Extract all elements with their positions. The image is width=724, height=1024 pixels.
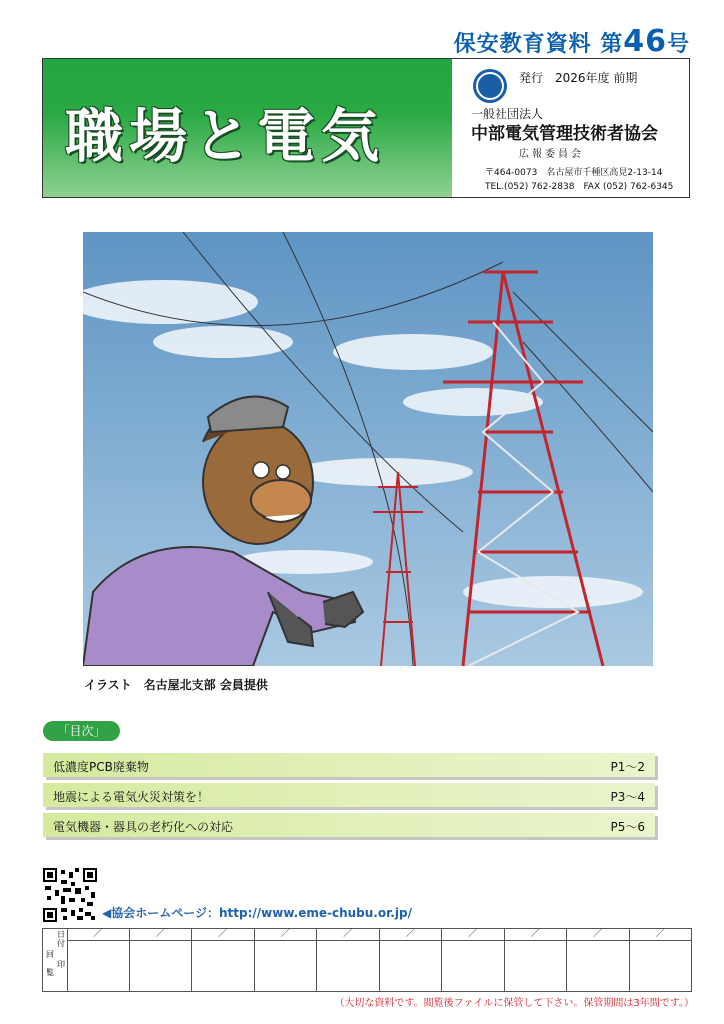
stamp-cell[interactable] [67,929,130,991]
organization-name: 中部電気管理技術者協会 [471,124,658,144]
date-label: 日付 [57,930,65,948]
issued-date: 発行 2026年度 前期 [519,71,638,85]
toc-item-pcb[interactable] [43,753,655,777]
toc-item-title: 電気機器・器具の老朽化への対応 [53,820,234,834]
stamp-cell[interactable] [567,929,630,991]
date-slash: ／ [317,929,379,941]
phone-fax: TEL.(052) 762-2838 FAX (052) 762-6345 [485,182,674,192]
toc-item-pages: P3～4 [610,790,645,804]
stamp-cell[interactable] [505,929,568,991]
association-logo-icon [473,69,507,103]
circulation-grid [42,928,692,992]
circulation-label-2: 覧 [46,968,54,977]
committee-name: 広報委員会 [519,149,584,160]
publication-title: 職場と電気 [65,102,386,170]
date-slash: ／ [442,929,504,941]
cover-illustration [83,232,653,666]
date-slash: ／ [255,929,317,941]
stamp-cell[interactable] [255,929,318,991]
logo-ring [476,72,504,100]
storage-notice: （大切な資料です。閲覧後ファイルに保管して下さい。保管期間は3年間です。） [334,998,694,1009]
toc-item-pages: P5～6 [610,820,645,834]
stamp-cell[interactable] [317,929,380,991]
stamp-cells [67,929,691,991]
circulation-label [43,929,68,991]
corporation-type: 一般社団法人 [471,107,544,121]
issue-number: 46 [623,24,667,59]
toc-label: 「目次」 [43,721,120,741]
toc-item-pages: P1～2 [610,760,645,774]
toc-item-aging[interactable] [43,813,655,837]
stamp-cell[interactable] [380,929,443,991]
circulation-label-1: 回 [46,950,54,959]
stamp-cell[interactable] [630,929,692,991]
series-prefix: 保安教育資料 第 [453,32,624,57]
stamp-cell[interactable] [442,929,505,991]
toc-item-title: 低濃度PCB廃棄物 [53,760,149,774]
stamp-cell[interactable] [192,929,255,991]
date-slash: ／ [567,929,629,941]
toc-item-earthquake[interactable] [43,783,655,807]
date-slash: ／ [192,929,254,941]
stamp-label: 印 [57,960,65,969]
date-slash: ／ [130,929,192,941]
illustration-credit: イラスト 名古屋北支部 会員提供 [84,678,268,692]
masthead [42,58,690,198]
homepage-link[interactable]: ◀協会ホームページ：http://www.eme-chubu.or.jp/ [102,906,412,920]
date-slash: ／ [67,929,129,941]
date-slash: ／ [630,929,692,941]
qr-code-icon[interactable] [43,868,97,922]
title-panel [43,59,452,197]
address: 〒464-0073 名古屋市千種区高見2-13-14 [485,168,663,178]
series-label [454,24,690,59]
stamp-cell[interactable] [130,929,193,991]
date-slash: ／ [505,929,567,941]
date-slash: ／ [380,929,442,941]
toc-item-title: 地震による電気火災対策を！ [53,790,210,804]
issue-suffix: 号 [666,32,690,57]
publisher-info [453,59,689,197]
